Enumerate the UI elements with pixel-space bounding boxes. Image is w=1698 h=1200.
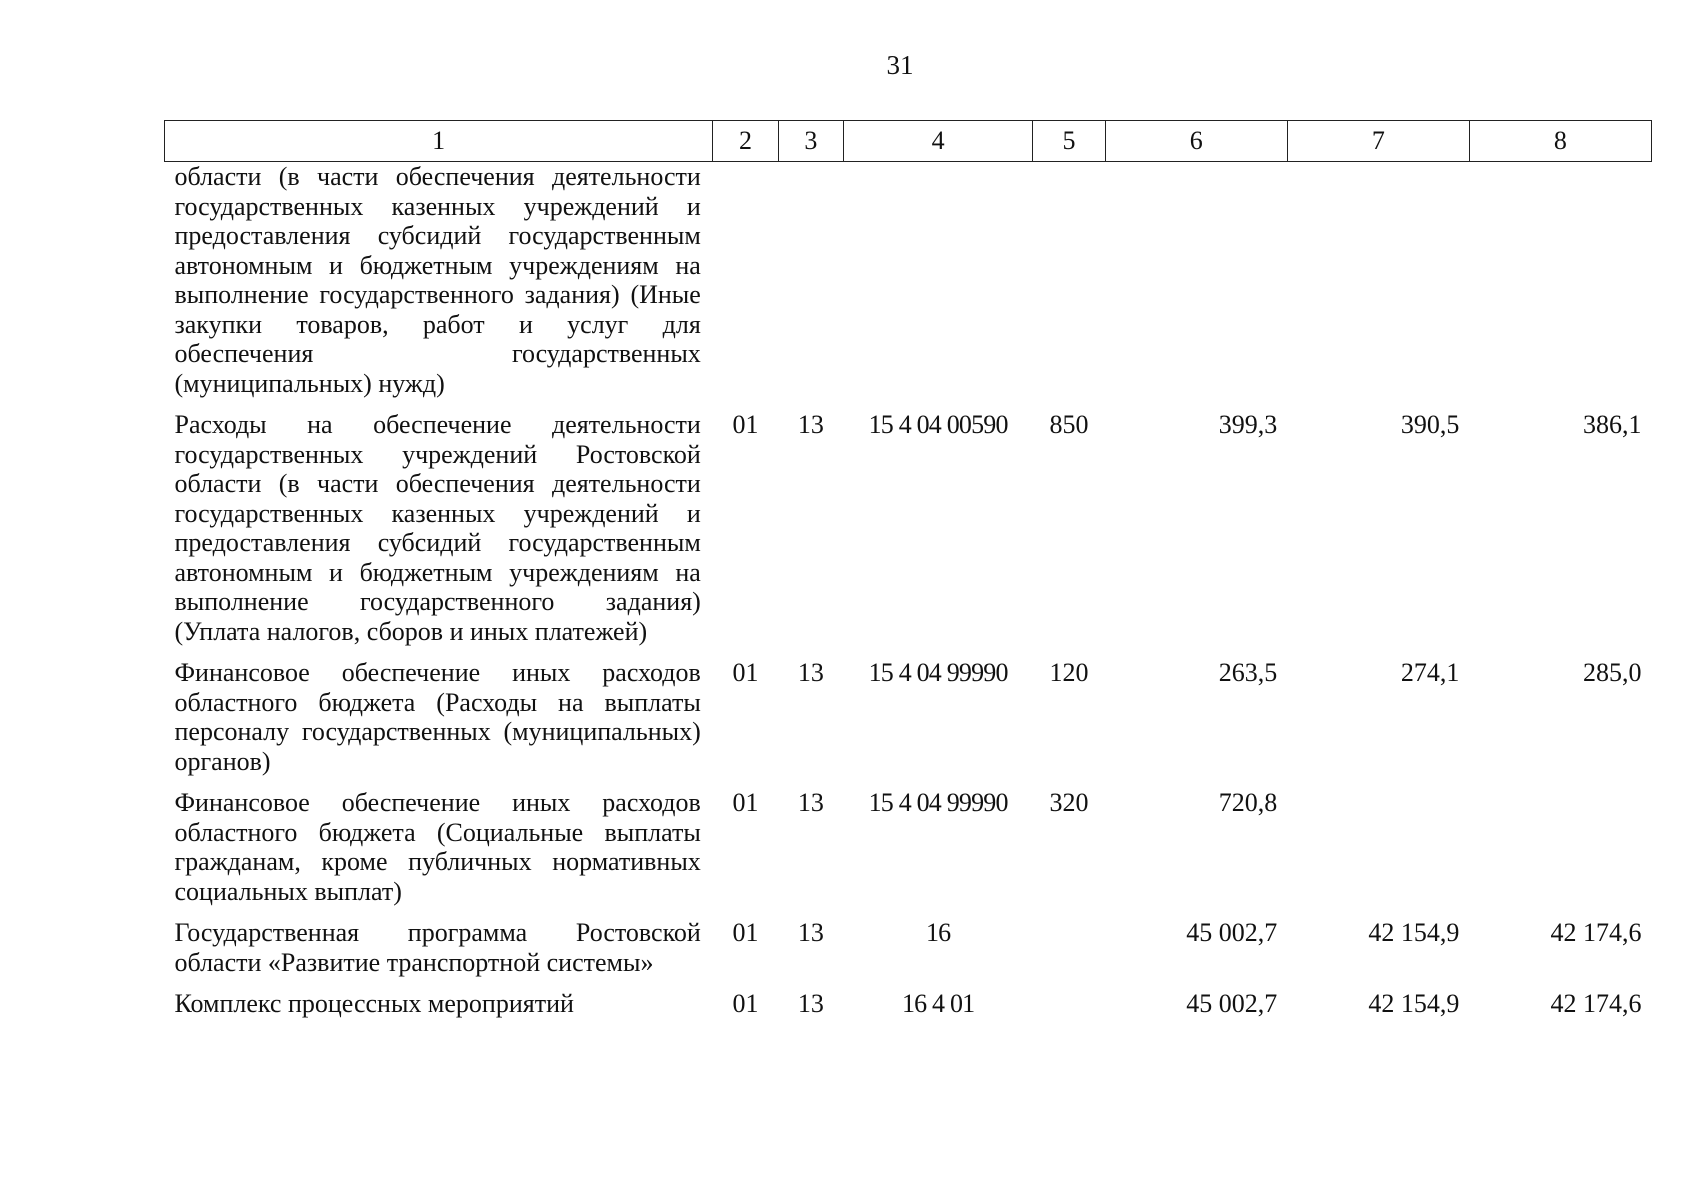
header-col-1: 1 (165, 121, 713, 162)
row-section: 01 (732, 788, 759, 817)
row-subsection: 13 (797, 658, 824, 687)
table-header (165, 121, 1652, 162)
row-amount-col7 (1287, 162, 1469, 411)
row-amount-col7: 390,5 (1400, 410, 1460, 439)
header-row (165, 121, 1652, 162)
header-col-2: 2 (713, 121, 778, 162)
row-amount-col8: 285,0 (1583, 658, 1642, 687)
table-body (165, 162, 1652, 1031)
row-amount-col8: 386,1 (1583, 410, 1642, 439)
row-expense-type: 850 (1049, 410, 1089, 439)
row-name: Государственная программа Ростовской области «Развитие транспортной системы» (174, 918, 701, 977)
row-section: 01 (732, 989, 759, 1018)
row-section (713, 162, 778, 411)
row-subsection (778, 162, 843, 411)
row-amount-col8: 42 174,6 (1550, 918, 1642, 947)
row-amount-col6: 263,5 (1218, 658, 1278, 687)
row-subsection: 13 (797, 918, 824, 947)
table-row (165, 989, 1652, 1031)
header-col-4: 4 (844, 121, 1033, 162)
row-amount-col6: 399,3 (1218, 410, 1278, 439)
row-amount-col6: 45 002,7 (1186, 918, 1278, 947)
row-expense-type (1033, 162, 1105, 411)
row-name: Расходы на обеспечение деятельности государственных учреждений Ростовской области (в части обеспечения деятельности государственных казенных учреждений и предоставления субсидий государственным автономным и бюджетным учреждениям на выполнение государственного задания) (Уплата налогов, сборов и иных платежей) (174, 410, 701, 646)
row-name: области (в части обеспечения деятельности государственных казенных учреждений и предоставления субсидий государственным автономным и бюджетным учреждениям на выполнение государственного задания) (Иные закупки товаров, работ и услуг для обеспечения государственных (муниципальных) нужд) (174, 162, 701, 398)
table-row (165, 162, 1652, 411)
row-section: 01 (732, 918, 759, 947)
row-target-article: 15 4 04 99990 (868, 658, 1008, 687)
row-name: Финансовое обеспечение иных расходов областного бюджета (Социальные выплаты гражданам, кроме публичных нормативных социальных выплат) (174, 788, 701, 906)
budget-table (164, 120, 1652, 1031)
row-target-article (844, 162, 1033, 411)
table-row (165, 918, 1652, 989)
row-expense-type (1033, 989, 1105, 1031)
row-expense-type (1033, 918, 1105, 989)
row-name: Финансовое обеспечение иных расходов областного бюджета (Расходы на выплаты персоналу государственных (муниципальных) органов) (174, 658, 701, 776)
row-target-article: 16 4 01 (901, 989, 975, 1018)
row-target-article: 16 (925, 918, 951, 947)
row-amount-col7: 274,1 (1400, 658, 1460, 687)
row-target-article: 15 4 04 99990 (868, 788, 1008, 817)
header-col-6: 6 (1105, 121, 1287, 162)
row-subsection: 13 (797, 788, 824, 817)
row-amount-col8 (1469, 162, 1651, 411)
row-amount-col8: 42 174,6 (1550, 989, 1642, 1018)
header-col-8: 8 (1469, 121, 1651, 162)
row-section: 01 (732, 658, 759, 687)
table-row (165, 658, 1652, 788)
row-target-article: 15 4 04 00590 (868, 410, 1008, 439)
row-expense-type: 320 (1049, 788, 1089, 817)
row-amount-col8 (1469, 788, 1651, 918)
row-amount-col7: 42 154,9 (1368, 989, 1460, 1018)
row-amount-col7 (1287, 788, 1469, 918)
row-expense-type: 120 (1049, 658, 1089, 687)
row-name: Комплекс процессных мероприятий (174, 989, 574, 1018)
row-subsection: 13 (797, 410, 824, 439)
row-amount-col6: 720,8 (1218, 788, 1278, 817)
page-number: 31 (886, 50, 914, 80)
header-col-3: 3 (778, 121, 843, 162)
header-col-7: 7 (1287, 121, 1469, 162)
table-row (165, 410, 1652, 658)
row-amount-col6 (1105, 162, 1287, 411)
row-section: 01 (732, 410, 759, 439)
row-amount-col6: 45 002,7 (1186, 989, 1278, 1018)
row-subsection: 13 (797, 989, 824, 1018)
table-row (165, 788, 1652, 918)
row-amount-col7: 42 154,9 (1368, 918, 1460, 947)
header-col-5: 5 (1033, 121, 1105, 162)
